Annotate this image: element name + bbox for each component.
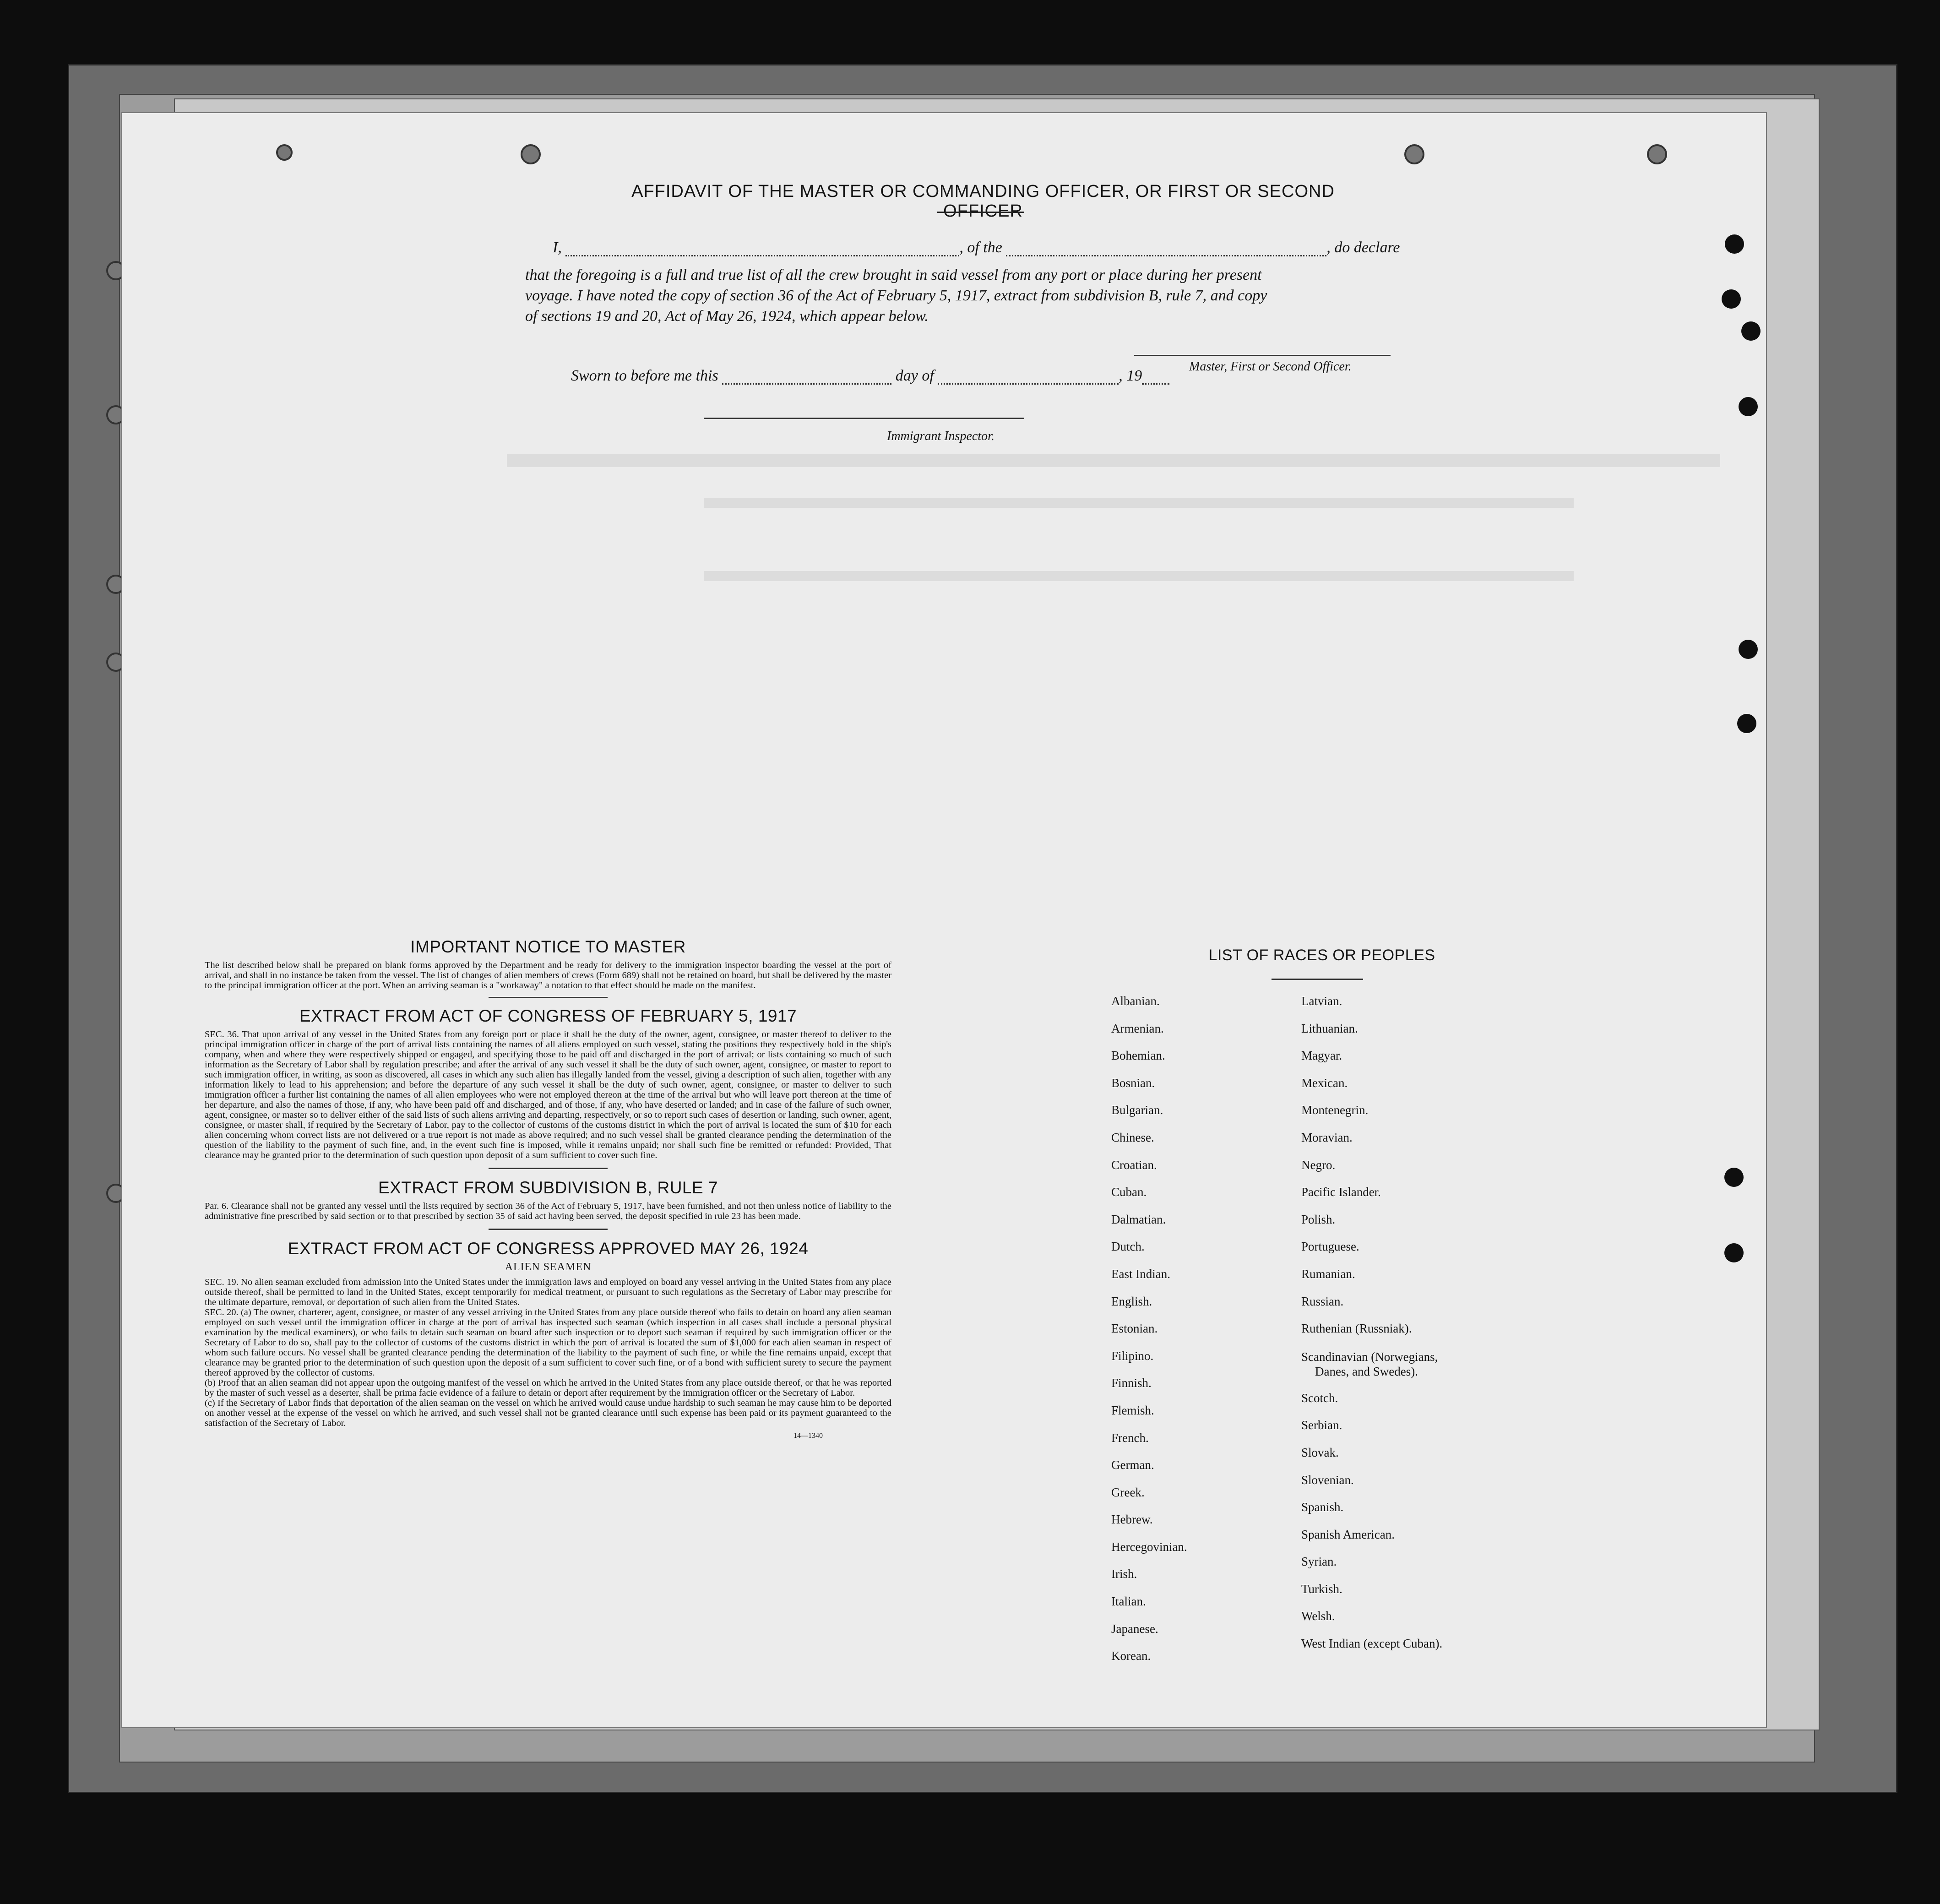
punch-dot (1724, 1243, 1744, 1262)
race-item: Dalmatian. (1111, 1212, 1166, 1226)
page-hole (1647, 144, 1667, 164)
race-item: Estonian. (1111, 1322, 1158, 1336)
race-item: Danes, and Swedes). (1315, 1364, 1418, 1378)
extract-1924-sec20b: (b) Proof that an alien seaman did not appear upon the outgoing manifest of the vessel on which he arrived in the United States from any place outside thereof, or that he was reported by the master of such vessel as a deserter, shall be prima facie evidence of a failure to detain or deport after requirement by the immigration officer or the Secretary of Labor. (205, 1378, 891, 1398)
race-item: Armenian. (1111, 1021, 1164, 1035)
inspector-signature-label: Immigrant Inspector. (887, 429, 994, 443)
affidavit-line-1 (525, 239, 1565, 256)
race-item: Pacific Islander. (1301, 1185, 1381, 1199)
affidavit-of-the-label: , of the (959, 239, 1002, 256)
divider (489, 1168, 608, 1169)
race-item: Hercegovinian. (1111, 1540, 1187, 1554)
race-item: Portuguese. (1301, 1240, 1359, 1254)
form-number: 14—1340 (793, 1432, 823, 1440)
sworn-month-blank[interactable] (938, 379, 1119, 385)
sworn-year-blank[interactable] (1142, 379, 1169, 385)
race-item: Syrian. (1301, 1555, 1337, 1569)
race-item: Polish. (1301, 1212, 1336, 1226)
race-item: Japanese. (1111, 1621, 1158, 1636)
races-title: LIST OF RACES OR PEOPLES (1208, 947, 1435, 964)
notice-body: The list described below shall be prepared on blank forms approved by the Department and be ready for delivery to the immigration inspector boarding the vessel at the port of arrival, and shall in no instance be taken from the vessel. The list of changes of alien members of crews (Form 689) shall not be retained on board, but shall be delivered by the master to the principal immigration officer at the port. When an arriving seaman is a "workaway" a notation to that effect should be made on the manifest. (205, 960, 891, 990)
extract-rule7-title: EXTRACT FROM SUBDIVISION B, RULE 7 (378, 1178, 718, 1197)
race-item: Serbian. (1301, 1418, 1342, 1432)
race-item: Moravian. (1301, 1130, 1353, 1144)
race-item: Albanian. (1111, 994, 1160, 1008)
race-item: Greek. (1111, 1485, 1145, 1499)
race-item: Slovenian. (1301, 1473, 1354, 1487)
extract-1924-subtitle: ALIEN SEAMEN (505, 1261, 592, 1273)
bleed-through (704, 498, 1574, 508)
punch-dot (1739, 397, 1758, 416)
punch-dot (1725, 234, 1744, 254)
year-label: , 19 (1119, 367, 1142, 384)
race-item: Croatian. (1111, 1158, 1157, 1172)
page-hole (521, 144, 541, 164)
vessel-blank[interactable] (1006, 250, 1326, 256)
race-item: Finnish. (1111, 1376, 1152, 1390)
sworn-day-blank[interactable] (722, 379, 891, 385)
race-item: Chinese. (1111, 1130, 1154, 1144)
race-item: Latvian. (1301, 994, 1342, 1008)
race-item: Mexican. (1301, 1076, 1348, 1090)
page-hole (276, 144, 293, 161)
race-item: West Indian (except Cuban). (1301, 1637, 1443, 1651)
race-item: Slovak. (1301, 1445, 1339, 1459)
extract-1924-sec19: SEC. 19. No alien seaman excluded from admission into the United States under the immigration laws and employed on board any vessel arriving in the United States from any place outside thereof, shall be permitted to land in the United States, except temporarily for medical treatment, or pursuant to such regulations as the Secretary of Labor may prescribe for the ultimate departure, removal, or deportation of such alien from the United States. (205, 1277, 891, 1307)
race-item: Dutch. (1111, 1240, 1145, 1254)
race-item: Korean. (1111, 1649, 1151, 1663)
extract-1917-title: EXTRACT FROM ACT OF CONGRESS OF FEBRUARY 5, 1917 (299, 1006, 797, 1025)
affidavit-title: AFFIDAVIT OF THE MASTER OR COMMANDING OFFICER, OR FIRST OR SECOND OFFICER (631, 182, 1335, 221)
name-blank[interactable] (565, 250, 959, 256)
race-item: Welsh. (1301, 1609, 1335, 1623)
punch-dot (1739, 640, 1758, 659)
bleed-through (704, 571, 1574, 581)
race-item: Cuban. (1111, 1185, 1147, 1199)
master-signature-line[interactable] (1134, 355, 1391, 356)
day-of-label: day of (895, 367, 934, 384)
race-item: Hebrew. (1111, 1512, 1153, 1527)
affidavit-line-3: voyage. I have noted the copy of section 36 of the Act of February 5, 1917, extract from subdivision B, rule 7, and copy (525, 287, 1267, 304)
race-item: Magyar. (1301, 1049, 1342, 1063)
race-item: Scotch. (1301, 1391, 1338, 1405)
races-column-1 (1111, 988, 1294, 1670)
inspector-signature-line[interactable] (704, 418, 1024, 419)
punch-dot (1722, 289, 1741, 309)
race-item: French. (1111, 1431, 1149, 1445)
race-item: East Indian. (1111, 1267, 1170, 1281)
race-item: Bulgarian. (1111, 1103, 1163, 1117)
races-column-2 (1301, 988, 1539, 1658)
race-item: Russian. (1301, 1294, 1344, 1308)
race-item: Flemish. (1111, 1403, 1154, 1417)
extract-1924-sec20a: SEC. 20. (a) The owner, charterer, agent, consignee, or master of any vessel arriving in the United States from any place outside thereof who fails to detain on board any alien seaman employed on such vessel until the immigration officer in charge at the port of arrival has inspected such seaman (which inspection in all cases shall include a personal physical examination by the medical examiners), or who fails to detain such seaman on board after such inspection or to deport such seaman if required by such immigration officer or the Secretary of Labor to do so, shall pay to the collector of customs of the customs district in which the port of arrival is located the sum of $1,000 for each alien seaman in respect of whom such failure occurs. No vessel shall be granted clearance pending the determination of the liability to the payment of such fine, or while the fine remains unpaid, except that clearance may be granted prior to the determination of such question upon the deposit of a sum sufficient to cover such fine, or of a bond with sufficient surety to secure the payment thereof approved by the collector of customs. (205, 1307, 891, 1378)
race-item: Filipino. (1111, 1349, 1154, 1363)
notices-column (205, 937, 891, 1440)
race-item: Lithuanian. (1301, 1021, 1358, 1035)
race-item: Scandinavian (Norwegians, (1301, 1349, 1438, 1364)
affidavit-line-2: that the foregoing is a full and true list of all the crew brought in said vessel from any port or place during her present (525, 267, 1262, 283)
affidavit-declare-label: , do declare (1326, 239, 1400, 256)
race-item: Rumanian. (1301, 1267, 1355, 1281)
extract-rule7-body: Par. 6. Clearance shall not be granted any vessel until the lists required by section 36 of the Act of February 5, 1917, have been furnished, and not then unless notice of liability to the administrative fine prescribed by said section or to that prescribed by section 35 of said act having been served, the deposit specified in rule 23 has been made. (205, 1201, 891, 1221)
punch-dot (1724, 1168, 1744, 1187)
race-item: Italian. (1111, 1594, 1146, 1609)
page-hole (1404, 144, 1424, 164)
race-item: Montenegrin. (1301, 1103, 1369, 1117)
extract-1924-sec20c: (c) If the Secretary of Labor finds that deportation of the alien seaman on the vessel on which he arrived would cause undue hardship to such seaman he may cause him to be deported on another vessel at the expense of the vessel on which he arrived, and such vessel shall not be granted clearance until such expense has been paid or its payment guaranteed to the satisfaction of the Secretary of Labor. (205, 1398, 891, 1428)
punch-dot (1737, 714, 1756, 733)
race-item: Spanish American. (1301, 1527, 1395, 1541)
master-signature-label: Master, First or Second Officer. (1189, 359, 1352, 374)
sworn-line (571, 367, 1395, 385)
race-item: Turkish. (1301, 1582, 1342, 1596)
affidavit-title-rule (937, 212, 1024, 213)
race-item: Bosnian. (1111, 1076, 1155, 1090)
affidavit-i-label: I, (553, 239, 562, 256)
races-title-rule (1272, 979, 1363, 980)
race-item: Negro. (1301, 1158, 1336, 1172)
punch-dot (1741, 321, 1761, 341)
affidavit-line-4: of sections 19 and 20, Act of May 26, 1924, which appear below. (525, 308, 929, 325)
race-item: Bohemian. (1111, 1049, 1165, 1063)
race-item: Spanish. (1301, 1500, 1344, 1514)
divider (489, 1229, 608, 1230)
divider (489, 997, 608, 998)
affidavit-page (121, 112, 1767, 1728)
extract-1924-title: EXTRACT FROM ACT OF CONGRESS APPROVED MAY 26, 1924 (288, 1239, 809, 1258)
race-item: Irish. (1111, 1567, 1137, 1581)
race-item: English. (1111, 1294, 1152, 1308)
race-item: German. (1111, 1458, 1154, 1472)
extract-1917-body: SEC. 36. That upon arrival of any vessel in the United States from any foreign port or place it shall be the duty of the owner, agent, consignee, or master thereof to deliver to the principal immigration officer in charge of the port of arrival lists containing the names of all aliens employed on such vessel, stating the positions they respectively hold in the ship's company, when and where they were respectively shipped or engaged, and specifying those to be paid off and discharged in the port of arrival; or lists containing so much of such information as the Secretary of Labor shall by regulation prescribe; and after the arrival of any such vessel it shall be the duty of such owner, agent, consignee, or master to report to such immigration officer, in writing, as soon as discovered, all cases in which any such alien has illegally landed from the vessel, giving a description of such alien, together with any information likely to lead to his apprehension; and before the departure of any such vessel it shall be the duty of such owner, agent, consignee, or master to deliver to such immigration officer a further list containing the names of all alien employees who were not employed thereon at the time of the arrival but who will leave port thereon at the time of her departure, and also the names of those, if any, who have been paid off and discharged, and of those, if any, who have deserted or landed; and in case of the failure of such owner, agent, consignee, or master so to deliver either of the said lists of such aliens arriving and departing, respectively, or so to report such cases of desertion or landing, such owner, agent, consignee, or master shall, if required by the Secretary of Labor, pay to the collector of customs of the customs district in which the port of arrival is located the sum of $10 for each alien concerning whom correct lists are not delivered or a true report is not made as above required; and no such vessel shall be granted clearance pending the determination of the question of the liability to the payment of such fine, and, in the event such fine is imposed, while it remains unpaid; nor shall such fine be remitted or refunded: Provided, That clearance may be granted prior to the determination of such question upon deposit of a sum sufficient to cover such fine. (205, 1029, 891, 1160)
sworn-label: Sworn to before me this (571, 367, 718, 384)
notice-title: IMPORTANT NOTICE TO MASTER (410, 937, 686, 956)
race-item: Ruthenian (Russniak). (1301, 1322, 1412, 1336)
bleed-through (507, 454, 1720, 467)
